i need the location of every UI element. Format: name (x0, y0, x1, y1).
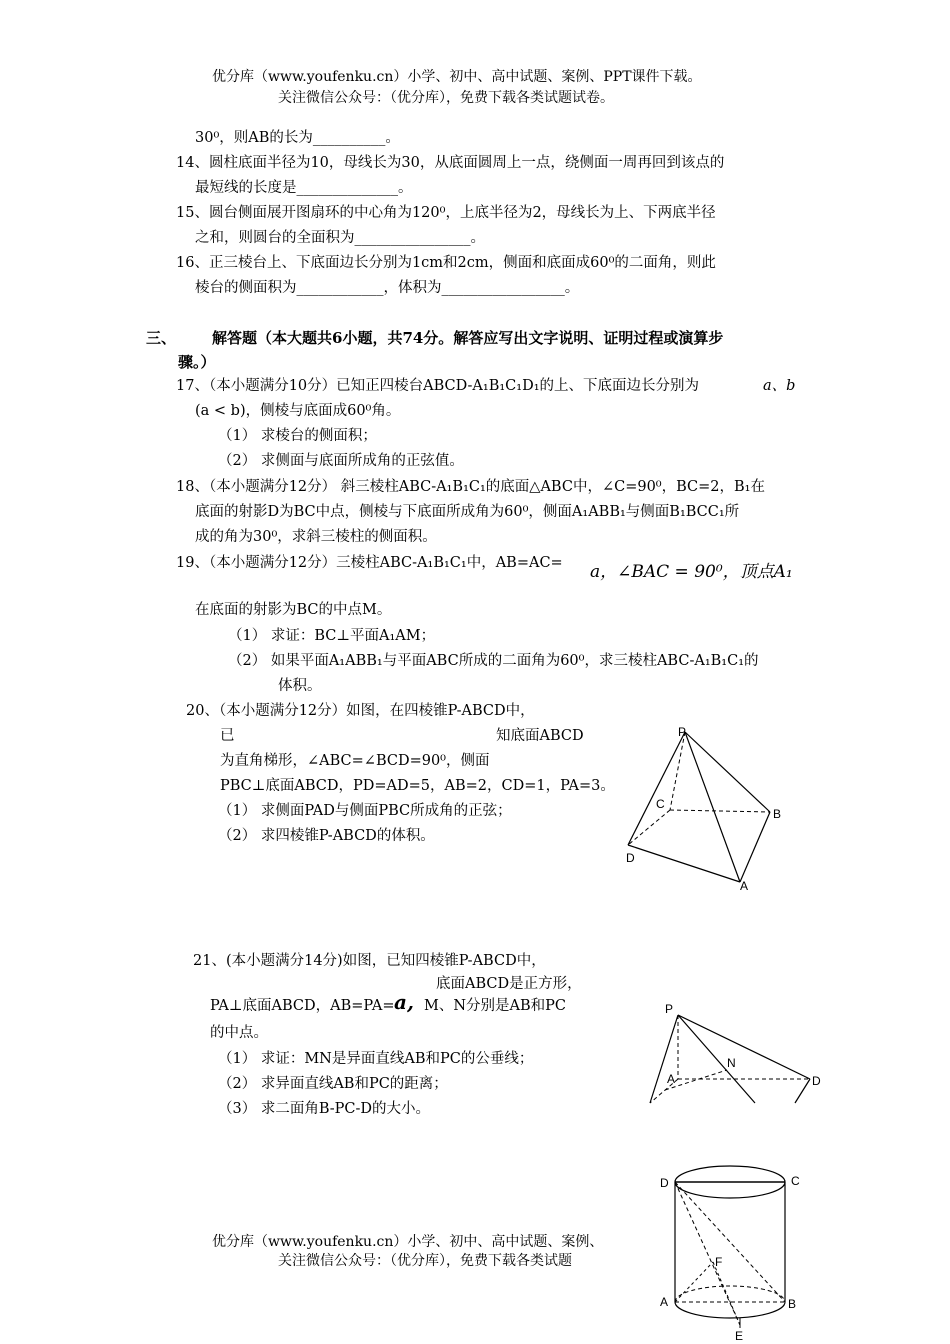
q21-sub-3: （3） 求二面角B-PC-D的大小。 (218, 1101, 431, 1117)
q19-line-1: 19、（本小题满分12分）三棱柱ABC-A₁B₁C₁中，AB=AC= (176, 555, 563, 571)
q20-line-2b: 知底面ABCD (496, 728, 584, 744)
label-D: D (660, 1176, 669, 1190)
q20-line-1: 20、（本小题满分12分）如图，在四棱锥P-ABCD中， (186, 703, 535, 719)
edge-PB (685, 732, 770, 812)
q21-sub-1: （1） 求证：MN是异面直线AB和PC的公垂线； (218, 1051, 534, 1067)
q21-pyramid-figure (645, 995, 835, 1105)
label-P: P (665, 1002, 674, 1016)
q17-line-1: 17、（本小题满分10分）已知正四棱台ABCD-A₁B₁C₁D₁的上、下底面边长分别为 (176, 378, 700, 394)
q18-line-3: 成的角为30⁰，求斜三棱柱的侧面积。 (195, 529, 437, 545)
q21-line-2: 底面ABCD是正方形， (436, 976, 582, 992)
label-A: A (660, 1295, 669, 1309)
q17-line-2: (a < b)，侧棱与底面成60⁰角。 (195, 403, 401, 419)
q16-line-1: 16、正三棱台上、下底面边长分别为1cm和2cm，侧面和底面成60⁰的二面角，则此 (176, 255, 716, 271)
label-D: D (626, 851, 635, 865)
label-A: A (667, 1072, 676, 1086)
label-F: F (715, 1255, 723, 1269)
bottom-ellipse-back (675, 1286, 785, 1302)
label-P: P (678, 725, 687, 739)
q15-line-1: 15、圆台侧面展开图扇环的中心角为120⁰，上底半径为2，母线长为上、下两底半径 (176, 205, 716, 221)
q17-sub-2: （2） 求侧面与底面所成角的正弦值。 (218, 453, 464, 469)
section-number: 三、 (146, 329, 177, 347)
edge-PD (678, 1015, 810, 1079)
label-C: C (656, 797, 665, 811)
section-title-line-2: 骤。） (178, 353, 216, 371)
q14-line-1: 14、圆柱底面半径为10，母线长为30，从底面圆周上一点，绕侧面一周再回到该点的 (176, 155, 725, 171)
edge-PD (628, 732, 685, 845)
edge-AB (740, 812, 770, 882)
edge-CD-hidden (628, 810, 670, 845)
segment-FE (713, 1262, 740, 1325)
header-line-1: 优分库（www.youfenku.cn）小学、初中、高中试题、案例、PPT课件下载。 (212, 69, 702, 85)
bottom-ellipse-front (675, 1302, 785, 1318)
q20-pyramid-figure (610, 720, 810, 900)
q19-line-2: 在底面的射影为BC的中点M。 (195, 602, 392, 618)
q15-line-2: 之和，则圆台的全面积为________________。 (195, 230, 485, 246)
q20-line-2a: 已 (220, 728, 235, 744)
label-E: E (735, 1329, 744, 1343)
q17-vars: a、b (763, 378, 796, 394)
label-C: C (791, 1174, 800, 1188)
q13-tail: 30⁰，则AB的长为__________。 (195, 130, 400, 146)
q19-sub-2-line-2: 体积。 (278, 678, 322, 694)
q16-line-2: 棱台的侧面积为____________，体积为_________________。 (195, 280, 580, 296)
label-N: N (727, 1056, 736, 1070)
section-title-line-1: 解答题（本大题共6小题，共74分。解答应写出文字说明、证明过程或演算步 (212, 329, 724, 347)
cylinder-figure (655, 1160, 815, 1344)
q19-sub-2-line-1: （2） 如果平面A₁ABB₁与平面ABC所成的二面角为60⁰，求三棱柱ABC-A₁B₁C₁的 (228, 653, 759, 669)
q14-line-2: 最短线的长度是______________。 (195, 180, 413, 196)
label-A: A (740, 879, 749, 893)
footer-line-2: 关注微信公众号：（优分库），免费下载各类试题 (278, 1253, 572, 1269)
edge-DA (628, 845, 740, 882)
segment-AF (675, 1262, 713, 1302)
label-B: B (788, 1297, 797, 1311)
edge-P-left (650, 1015, 678, 1103)
q21-line-3a: PA⊥底面ABCD，AB=PA= (210, 998, 395, 1014)
label-B: B (773, 807, 782, 821)
label-D: D (812, 1074, 821, 1088)
q20-line-4: PBC⊥底面ABCD，PD=AD=5，AB=2，CD=1，PA=3。 (220, 778, 615, 794)
q18-line-1: 18、（本小题满分12分） 斜三棱柱ABC-A₁B₁C₁的底面△ABC中，∠C=90⁰，BC=2，B₁在 (176, 479, 765, 495)
segment-DE (675, 1182, 740, 1325)
q21-line-1: 21、(本小题满分14分)如图，已知四棱锥P-ABCD中， (193, 953, 546, 969)
edge-PA (685, 732, 740, 882)
edge-PC-hidden (670, 732, 685, 810)
footer-line-1: 优分库（www.youfenku.cn）小学、初中、高中试题、案例、 (212, 1234, 604, 1250)
q21-sub-2: （2） 求异面直线AB和PC的距离； (218, 1076, 448, 1092)
q21-line-3b: M、N分别是AB和PC (424, 998, 567, 1014)
q21-line-3-var: a, (394, 990, 414, 1014)
header-line-2: 关注微信公众号：（优分库），免费下载各类试题试卷。 (278, 90, 614, 106)
q19-formula: a，∠BAC = 90⁰，顶点A₁ (590, 562, 793, 582)
edge-CB-hidden (670, 810, 770, 812)
q20-line-3: 为直角梯形，∠ABC=∠BCD=90⁰，侧面 (220, 753, 490, 769)
q21-line-4: 的中点。 (210, 1025, 268, 1041)
q19-sub-1: （1） 求证：BC⊥平面A₁AM； (228, 628, 436, 644)
q20-sub-1: （1） 求侧面PAD与侧面PBC所成角的正弦； (218, 803, 512, 819)
q17-sub-1: （1） 求棱台的侧面积； (218, 428, 377, 444)
q20-sub-2: （2） 求四棱锥P-ABCD的体积。 (218, 828, 435, 844)
q18-line-2: 底面的射影D为BC中点，侧棱与下底面所成角为60⁰，侧面A₁ABB₁与侧面B₁BCC₁所 (195, 504, 740, 520)
edge-DC (795, 1079, 810, 1103)
edge-PC (678, 1015, 755, 1103)
